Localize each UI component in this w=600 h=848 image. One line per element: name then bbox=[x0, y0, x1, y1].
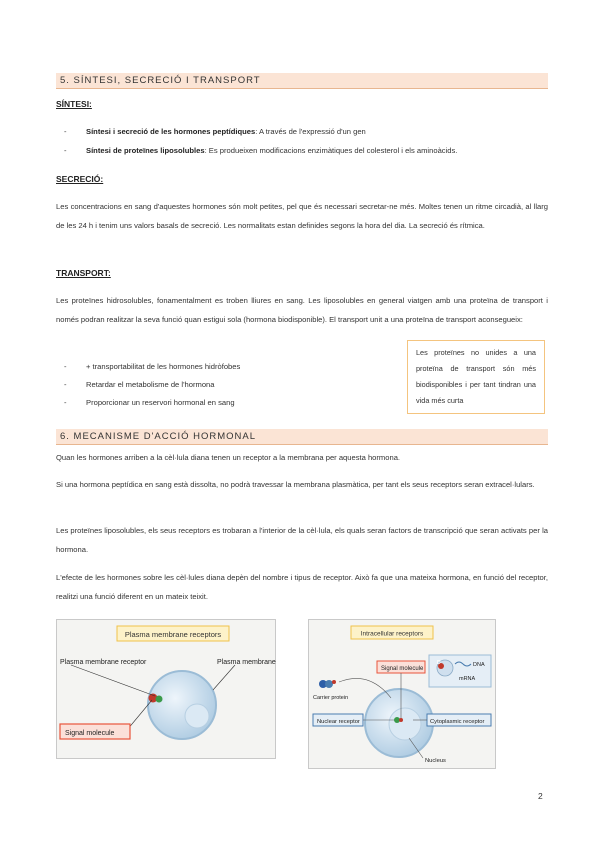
sintesi-item-2-text: : Es produeixen modificacions enzimàtiques del colesterol i els aminoàcids. bbox=[204, 146, 458, 155]
figure-plasma-membrane-receptors bbox=[56, 619, 276, 759]
section-5-title: 5. SÍNTESI, SECRECIÓ I TRANSPORT bbox=[60, 75, 261, 86]
secrecio-heading: SECRECIÓ: bbox=[56, 174, 104, 184]
label-plasma-membrane: Plasma membrane bbox=[217, 659, 276, 666]
figure-2-illustration bbox=[309, 620, 497, 770]
figure-2-title: Intracellular receptors bbox=[360, 630, 424, 638]
mecanisme-paragraph-3: Les proteïnes liposolubles, els seus receptors es trobaran a l'interior de la cèl·lula, els quals seran factors de transcripció que seran activats per la hormona. bbox=[56, 526, 548, 554]
transport-item-1: - + transportabilitat de les hormones hidròfobes bbox=[64, 362, 241, 371]
label-signal-molecule: Signal molecule bbox=[65, 730, 115, 737]
label-cytoplasmic-receptor: Cytoplasmic receptor bbox=[430, 719, 485, 725]
sintesi-heading: SÍNTESI: bbox=[56, 99, 92, 109]
sintesi-item-1-text: : A través de l'expressió d'un gen bbox=[255, 127, 366, 136]
section-6-title: 6. MECANISME D'ACCIÓ HORMONAL bbox=[60, 431, 257, 442]
side-note-box: Les proteïnes no unides a una proteïna de transport són més biodisponibles i per tant tindran una vida més curta bbox=[407, 340, 545, 414]
transport-heading: TRANSPORT: bbox=[56, 268, 111, 278]
secrecio-paragraph: Les concentracions en sang d'aquestes hormones són molt petites, pel que és necessari secretar-ne més. Moltes tenen un ritme circadià, al llarg de les 24 h i tenim uns valors basals de secreció. Les normalitats estan definides segons la hora del dia. La secreció és rítmica. bbox=[56, 202, 548, 230]
nucleus-icon bbox=[389, 708, 421, 740]
label-dna: DNA bbox=[473, 662, 485, 668]
label-plasma-membrane-receptor: Plasma membrane receptor bbox=[60, 659, 147, 666]
label-carrier-protein: Carrier protein bbox=[313, 695, 349, 701]
mecanisme-paragraph-4: L'efecte de les hormones sobre les cèl·lules diana depèn del nombre i tipus de receptor. Això fa que una mateixa hormona, en funció del receptor, realitzi una funció diferent en un mateix teixit. bbox=[56, 573, 548, 601]
sintesi-item-1-bold: Síntesi i secreció de les hormones peptídiques bbox=[86, 127, 256, 136]
mecanisme-paragraph-2: Si una hormona peptídica en sang està dissolta, no podrà travessar la membrana plasmàtica, per tant els seus receptors seran extracel·lulars. bbox=[56, 480, 535, 489]
transport-item-2: - Retardar el metabolisme de l'hormona bbox=[64, 380, 215, 389]
cell-body-icon bbox=[148, 671, 216, 739]
sintesi-item-2-bold: Síntesi de proteïnes liposolubles bbox=[86, 146, 205, 155]
figure-intracellular-receptors bbox=[308, 619, 496, 769]
sintesi-item-2: - Síntesi de proteïnes liposolubles: Es produeixen modificacions enzimàtiques del colesterol i els aminoàcids. bbox=[64, 146, 458, 155]
label-mrna: mRNA bbox=[459, 676, 476, 682]
transport-paragraph: Les proteïnes hidrosolubles, fonamentalment es troben lliures en sang. Les liposolubles en general viatgen amb una proteïna de transport i només podran realitzar la seva funció quan estigui sola (hormona biodisponible). El transport unit a una proteïna de transport aconsegueix: bbox=[56, 296, 548, 324]
figure-1-title: Plasma membrane receptors bbox=[124, 630, 222, 639]
section-6-header bbox=[56, 429, 548, 445]
transport-item-3: - Proporcionar un reservori hormonal en sang bbox=[64, 398, 235, 407]
figure-1-illustration bbox=[57, 620, 277, 760]
page-number: 2 bbox=[538, 791, 543, 801]
label-nucleus: Nucleus bbox=[425, 758, 446, 764]
label-d: D bbox=[437, 660, 441, 666]
transport-item-1-text: + transportabilitat de les hormones hidròfobes bbox=[86, 362, 241, 371]
transport-item-2-text: Retardar el metabolisme de l'hormona bbox=[86, 380, 215, 389]
receptor-icon bbox=[156, 696, 163, 703]
label-signal-molecule: Signal molecule bbox=[381, 666, 424, 672]
label-nuclear-receptor: Nuclear receptor bbox=[317, 719, 360, 725]
section-5-header bbox=[56, 73, 548, 89]
sintesi-item-1: - Síntesi i secreció de les hormones peptídiques: A través de l'expressió d'un gen bbox=[64, 127, 366, 136]
nucleus-icon bbox=[185, 704, 209, 728]
transport-item-3-text: Proporcionar un reservori hormonal en sang bbox=[86, 398, 235, 407]
mecanisme-paragraph-1: Quan les hormones arriben a la cèl·lula diana tenen un receptor a la membrana per aquesta hormona. bbox=[56, 453, 401, 462]
